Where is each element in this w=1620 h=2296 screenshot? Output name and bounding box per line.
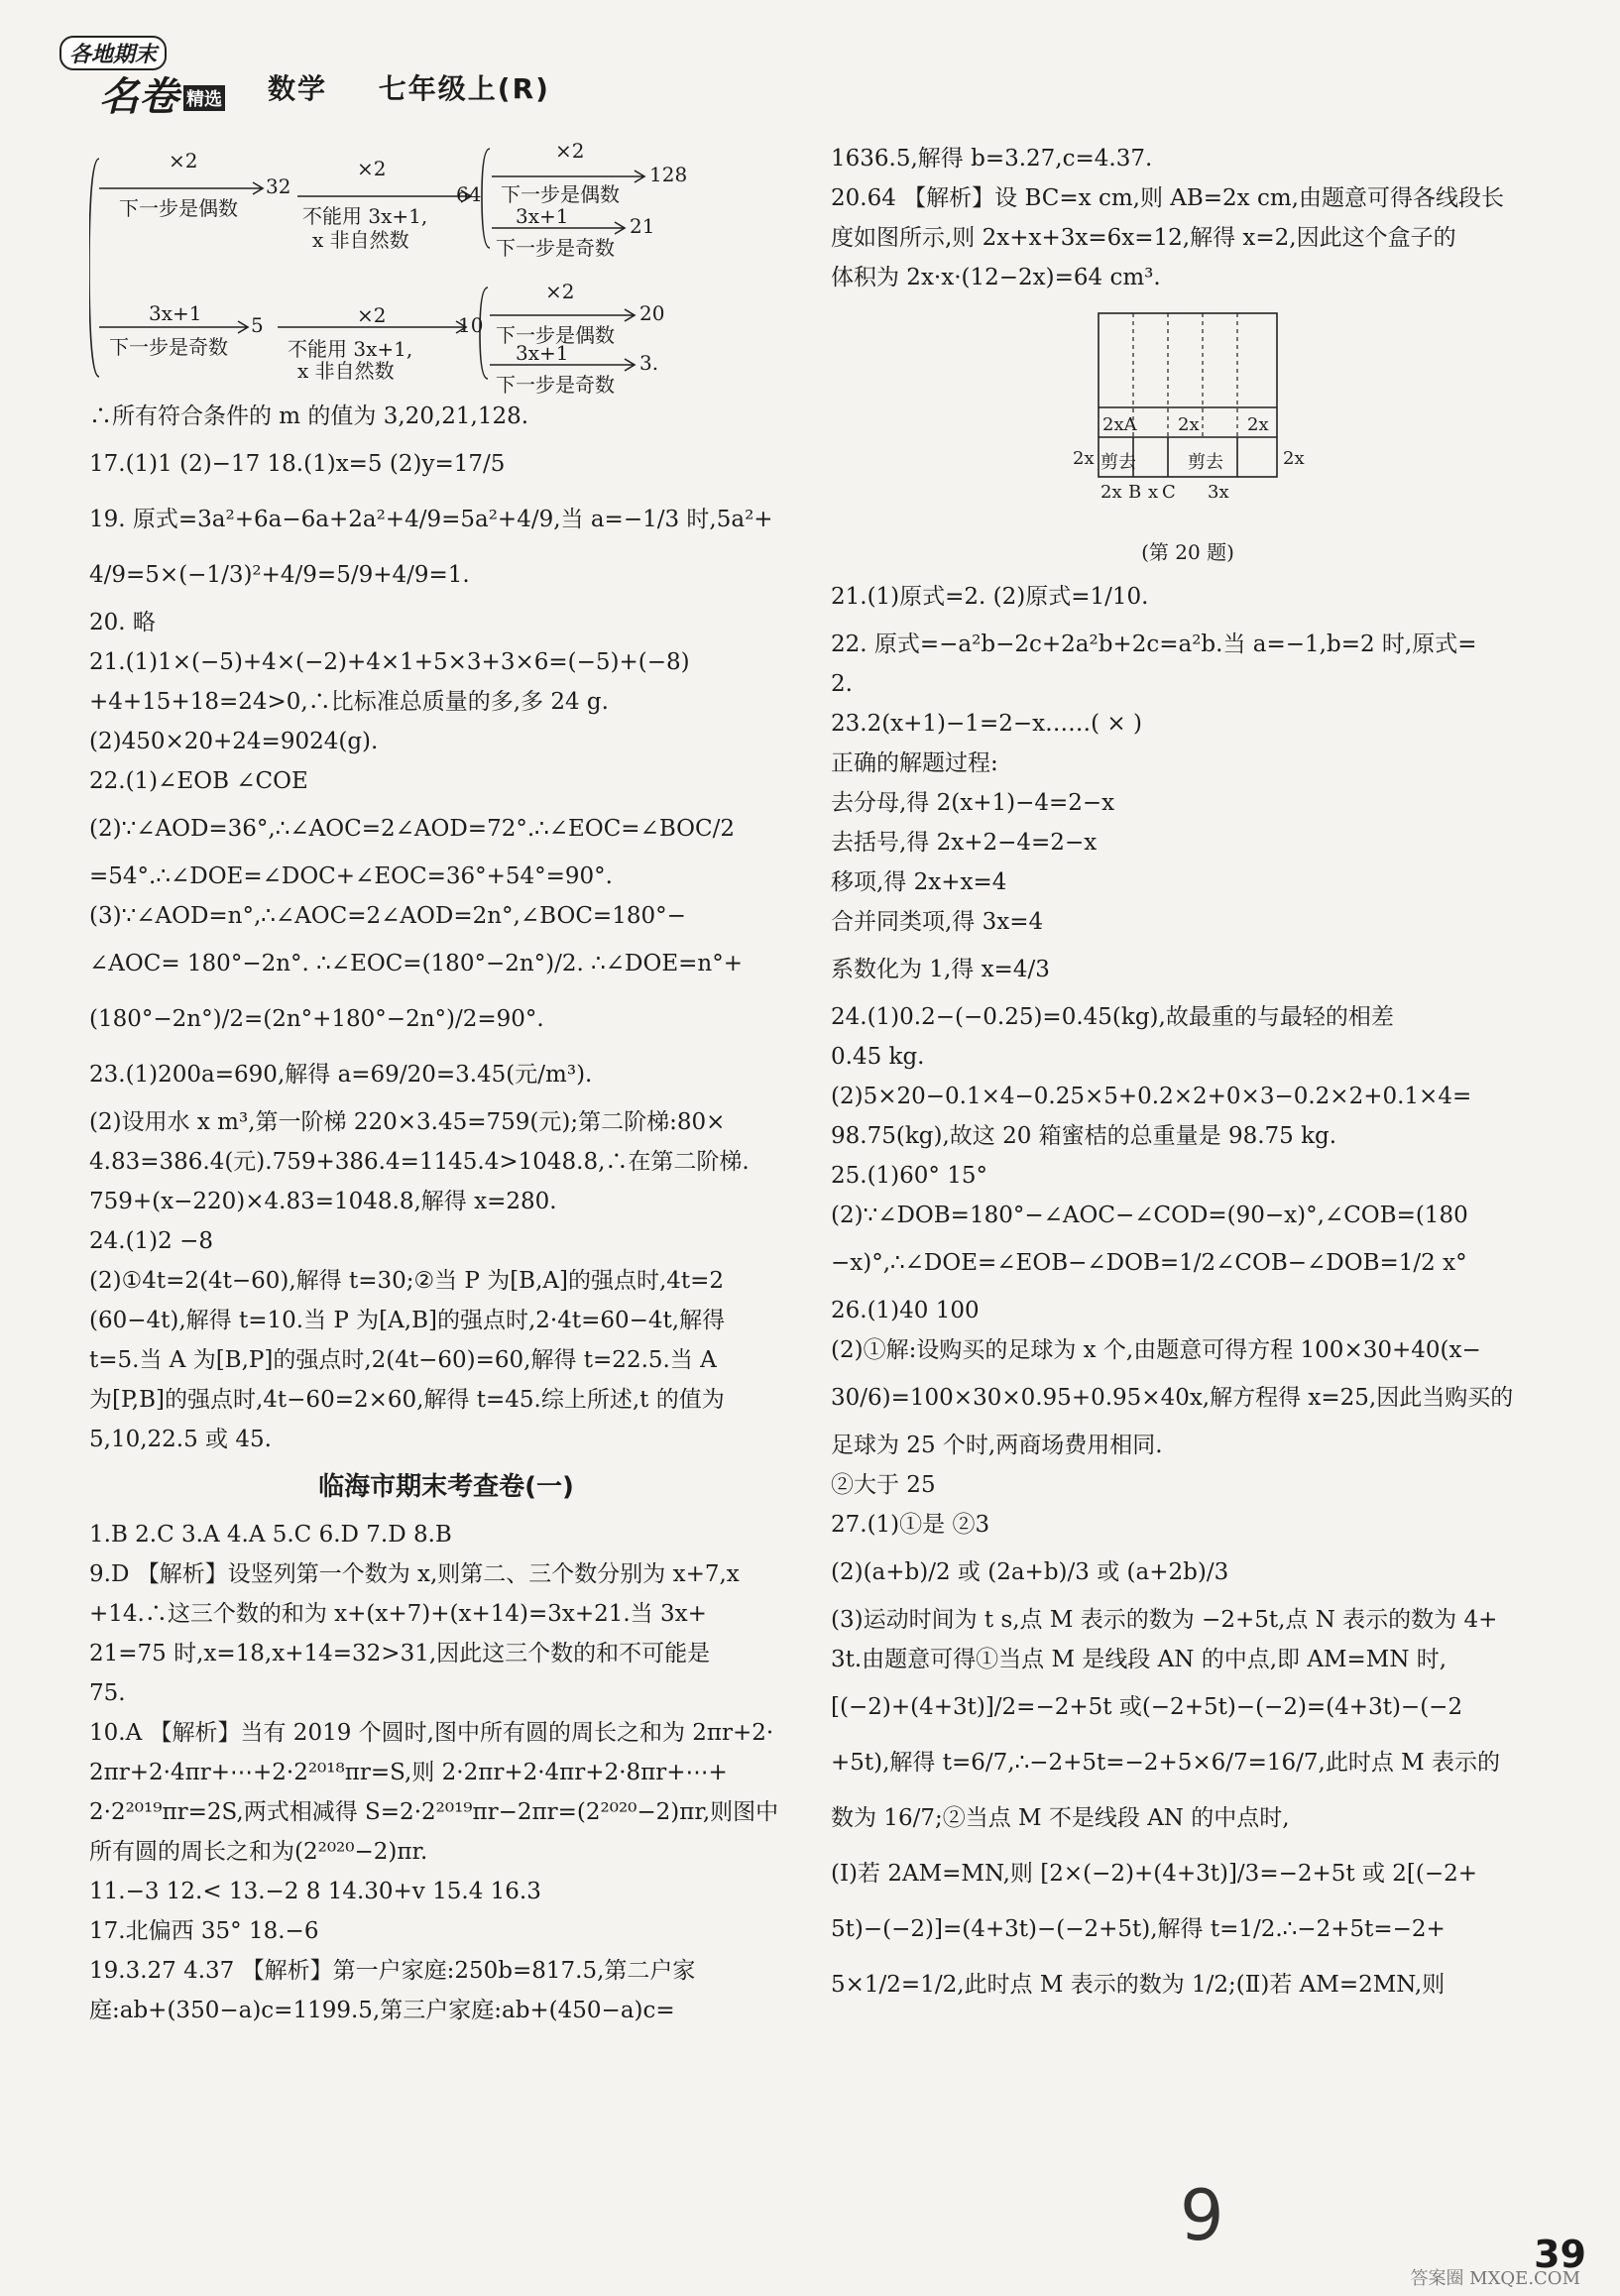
page-header	[40, 28, 734, 120]
fig-label: 2xA	[1102, 414, 1137, 435]
answer-line: 庭:ab+(350−a)c=1199.5,第三户家庭:ab+(450−a)c=	[89, 1998, 675, 2023]
section-title: 临海市期末考查卷(一)	[318, 1472, 574, 1502]
left-column	[89, 139, 803, 2030]
flow-3: 3.	[639, 351, 659, 375]
answer-line: 正确的解题过程:	[831, 750, 998, 776]
answer-line: 22.(1)∠EOB ∠COE	[89, 768, 308, 794]
answer-line: 19. 原式=3a²+6a−6a+2a²+4/9=5a²+4/9,当 a=−1/3 时,5a²+	[89, 507, 773, 532]
flow-x2-3: ×2	[555, 139, 585, 163]
answer-line: −x)°,∴∠DOE=∠EOB−∠DOB=1/2∠COB−∠DOB=1/2 x°	[831, 1250, 1467, 1276]
answer-line: 27.(1)①是 ②3	[831, 1512, 990, 1538]
answer-line: (3)∵∠AOD=n°,∴∠AOC=2∠AOD=2n°,∠BOC=180°−	[89, 903, 686, 929]
answer-line: 24.(1)2 −8	[89, 1228, 214, 1254]
header-title	[268, 67, 590, 107]
answer-line: 759+(x−220)×4.83=1048.8,解得 x=280.	[89, 1189, 557, 1214]
answer-line: =54°.∴∠DOE=∠DOC+∠EOC=36°+54°=90°.	[89, 863, 613, 889]
logo-main-text: 名卷	[99, 73, 178, 120]
answer-line: 21.(1)原式=2. (2)原式=1/10.	[831, 584, 1149, 610]
answer-line: 1.B 2.C 3.A 4.A 5.C 6.D 7.D 8.B	[89, 1522, 452, 1548]
flow-3x-2: 3x+1	[149, 301, 202, 325]
answer-line: 为[P,B]的强点时,4t−60=2×60,解得 t=45.综上所述,t 的值为	[89, 1387, 725, 1413]
flow-128: 128	[649, 163, 688, 186]
answer-line: 17.(1)1 (2)−17 18.(1)x=5 (2)y=17/5	[89, 451, 506, 477]
answer-line: 移项,得 2x+x=4	[831, 869, 1007, 895]
subject-label: 数学	[268, 72, 328, 105]
flow-diagram	[89, 139, 803, 397]
answer-line: 30/6)=100×30×0.95+0.95×40x,解方程得 x=25,因此当购买的	[831, 1385, 1514, 1411]
answer-line: 合并同类项,得 3x=4	[831, 909, 1044, 935]
answer-line: 度如图所示,则 2x+x+3x=6x=12,解得 x=2,因此这个盒子的	[831, 225, 1456, 251]
answer-line: 1636.5,解得 b=3.27,c=4.37.	[831, 146, 1153, 172]
flow-x2-1: ×2	[169, 149, 198, 172]
flow-3x-1: 3x+1	[516, 204, 569, 228]
flow-not-natural-1: x 非自然数	[312, 228, 409, 252]
answer-line: 2·2²⁰¹⁹πr=2S,两式相减得 S=2·2²⁰¹⁹πr−2πr=(2²⁰²⁰−2)πr,则图中	[89, 1799, 779, 1825]
answer-line: 20. 略	[89, 610, 156, 635]
fig-label: 2x	[1178, 414, 1200, 435]
answer-line: ②大于 25	[831, 1472, 936, 1498]
flow-odd-2: 下一步是奇数	[109, 335, 228, 359]
box-net-figure	[1039, 303, 1336, 531]
fig-label: 3x	[1208, 482, 1229, 503]
answer-line: 10.A 【解析】当有 2019 个圆时,图中所有圆的周长之和为 2πr+2·	[89, 1720, 774, 1746]
page-number: 39	[1534, 2233, 1586, 2276]
answer-line: 9.D 【解析】设竖列第一个数为 x,则第二、三个数分别为 x+7,x	[89, 1561, 740, 1587]
answer-line: 2.	[831, 671, 853, 697]
flow-even-3: 下一步是偶数	[496, 323, 615, 347]
answer-line: 数为 16/7;②当点 M 不是线段 AN 的中点时,	[831, 1805, 1290, 1831]
answer-line: +5t),解得 t=6/7,∴−2+5t=−2+5×6/7=16/7,此时点 M 表示的	[831, 1750, 1501, 1776]
answer-line: 3t.由题意可得①当点 M 是线段 AN 的中点,即 AM=MN 时,	[831, 1647, 1447, 1672]
flow-odd-3: 下一步是奇数	[496, 373, 615, 397]
answer-line: (2)∵∠DOB=180°−∠AOC−∠COD=(90−x)°,∠COB=(180	[831, 1203, 1468, 1228]
answer-line: 足球为 25 个时,两商场费用相同.	[831, 1433, 1163, 1458]
flow-x2-4: ×2	[357, 303, 387, 327]
answer-line: 23.(1)200a=690,解得 a=69/20=3.45(元/m³).	[89, 1062, 593, 1088]
flow-64: 64	[456, 182, 482, 206]
answer-line: (Ⅰ)若 2AM=MN,则 [2×(−2)+(4+3t)]/3=−2+5t 或 2[(−2+	[831, 1861, 1478, 1887]
answer-line: (2)5×20−0.1×4−0.25×5+0.2×2+0×3−0.2×2+0.1×4=	[831, 1084, 1472, 1109]
answer-line: 98.75(kg),故这 20 箱蜜桔的总重量是 98.75 kg.	[831, 1123, 1337, 1149]
logo-sub-text: 精选	[183, 85, 225, 111]
fig-label: B	[1128, 482, 1142, 503]
answer-line: 去分母,得 2(x+1)−4=2−x	[831, 790, 1115, 816]
answer-line: [(−2)+(4+3t)]/2=−2+5t 或(−2+5t)−(−2)=(4+3t)−(−2	[831, 1694, 1463, 1720]
answer-line: t=5.当 A 为[B,P]的强点时,2(4t−60)=60,解得 t=22.5.当 A	[89, 1347, 717, 1373]
answer-line: 5,10,22.5 或 45.	[89, 1427, 272, 1452]
answer-line: (2)①解:设购买的足球为 x 个,由题意可得方程 100×30+40(x−	[831, 1337, 1481, 1363]
answer-line: 21=75 时,x=18,x+14=32>31,因此这三个数的和不可能是	[89, 1641, 711, 1666]
answer-line: 19.3.27 4.37 【解析】第一户家庭:250b=817.5,第二户家	[89, 1958, 696, 1984]
flow-x2-5: ×2	[545, 280, 575, 303]
answer-line: 2πr+2·4πr+⋯+2·2²⁰¹⁸πr=S,则 2·2πr+2·4πr+2·8πr+⋯+	[89, 1760, 728, 1785]
fig-label: 剪去	[1188, 452, 1223, 473]
answer-line: 系数化为 1,得 x=4/3	[831, 957, 1050, 982]
fig-label: 2x	[1247, 414, 1269, 435]
flow-even-1: 下一步是偶数	[119, 196, 238, 220]
answer-line: 去括号,得 2x+2−4=2−x	[831, 830, 1098, 856]
answer-line: 17.北偏西 35° 18.−6	[89, 1918, 319, 1944]
answer-line: 26.(1)40 100	[831, 1298, 980, 1323]
series-logo	[50, 36, 238, 120]
answer-line: 5t)−(−2)]=(4+3t)−(−2+5t),解得 t=1/2.∴−2+5t=−2+	[831, 1916, 1446, 1942]
answer-line: 25.(1)60° 15°	[831, 1163, 988, 1189]
fig-label: 2x	[1100, 482, 1122, 503]
answer-line: 21.(1)1×(−5)+4×(−2)+4×1+5×3+3×6=(−5)+(−8)	[89, 649, 690, 675]
flow-32: 32	[266, 174, 291, 198]
answer-line: (2)450×20+24=9024(g).	[89, 729, 379, 754]
flow-cannot-2: 不能用 3x+1,	[288, 337, 413, 361]
grade-label: 七年级上(R)	[378, 72, 550, 105]
answer-line: 22. 原式=−a²b−2c+2a²b+2c=a²b.当 a=−1,b=2 时,原式=	[831, 631, 1477, 657]
answer-line: (3)运动时间为 t s,点 M 表示的数为 −2+5t,点 N 表示的数为 4+	[831, 1607, 1498, 1633]
figure-caption: (第 20 题)	[1141, 540, 1234, 564]
answer-line: 5×1/2=1/2,此时点 M 表示的数为 1/2;(Ⅱ)若 AM=2MN,则	[831, 1972, 1446, 1998]
flow-not-natural-2: x 非自然数	[297, 359, 395, 383]
answer-line: (2)(a+b)/2 或 (2a+b)/3 或 (a+2b)/3	[831, 1559, 1229, 1585]
flow-21: 21	[630, 214, 655, 238]
answer-line: 20.64 【解析】设 BC=x cm,则 AB=2x cm,由题意可得各线段长	[831, 185, 1504, 211]
fig-label: 2x	[1283, 448, 1305, 469]
flow-3x-3: 3x+1	[516, 341, 569, 365]
answer-line: 4/9=5×(−1/3)²+4/9=5/9+4/9=1.	[89, 562, 470, 588]
answer-line: (2)∵∠AOD=36°,∴∠AOC=2∠AOD=72°.∴∠EOC=∠BOC/2	[89, 816, 735, 842]
answer-line: (2)①4t=2(4t−60),解得 t=30;②当 P 为[B,A]的强点时,4t=2	[89, 1268, 725, 1294]
answer-line: 4.83=386.4(元).759+386.4=1145.4>1048.8,∴在第二阶梯.	[89, 1149, 750, 1175]
answer-line: 24.(1)0.2−(−0.25)=0.45(kg),故最重的与最轻的相差	[831, 1004, 1394, 1030]
answer-line: 23.2(x+1)−1=2−x……( × )	[831, 711, 1142, 737]
answer-line: 体积为 2x·x·(12−2x)=64 cm³.	[831, 265, 1161, 290]
answer-line: +14.∴这三个数的和为 x+(x+7)+(x+14)=3x+21.当 3x+	[89, 1601, 707, 1627]
answer-line: (2)设用水 x m³,第一阶梯 220×3.45=759(元);第二阶梯:80×	[89, 1109, 726, 1135]
answer-line: (60−4t),解得 t=10.当 P 为[A,B]的强点时,2·4t=60−4t,解得	[89, 1308, 726, 1333]
flow-cannot-1: 不能用 3x+1,	[302, 204, 428, 228]
answer-line: 11.−3 12.< 13.−2 8 14.30+v 15.4 16.3	[89, 1879, 541, 1904]
watermark-logo: 答案圈 MXQE.COM	[1410, 2268, 1580, 2289]
fig-label: 剪去	[1100, 452, 1136, 473]
answer-line: +4+15+18=24>0,∴比标准总质量的多,多 24 g.	[89, 689, 609, 715]
answer-line: 所有圆的周长之和为(2²⁰²⁰−2)πr.	[89, 1839, 428, 1865]
fig-label: 2x	[1073, 448, 1095, 469]
flow-10: 10	[458, 313, 484, 337]
logo-top-text: 各地期末	[59, 36, 167, 70]
answer-line: 0.45 kg.	[831, 1044, 925, 1070]
answer-line: (180°−2n°)/2=(2n°+180°−2n°)/2=90°.	[89, 1006, 544, 1032]
flow-20: 20	[639, 301, 665, 325]
answer-line: 75.	[89, 1680, 126, 1706]
handwritten-mark: 9	[1180, 2175, 1224, 2256]
answer-line: ∴所有符合条件的 m 的值为 3,20,21,128.	[89, 403, 529, 429]
fig-label: x	[1148, 482, 1159, 503]
answer-line: ∠AOC= 180°−2n°. ∴∠EOC=(180°−2n°)/2. ∴∠DOE=n°+	[89, 951, 743, 976]
flow-x2-2: ×2	[357, 157, 387, 180]
flow-odd-1: 下一步是奇数	[496, 236, 615, 260]
fig-label: C	[1162, 482, 1176, 503]
right-column	[831, 139, 1545, 2012]
flow-5: 5	[251, 313, 264, 337]
flow-even-2: 下一步是偶数	[501, 182, 620, 206]
